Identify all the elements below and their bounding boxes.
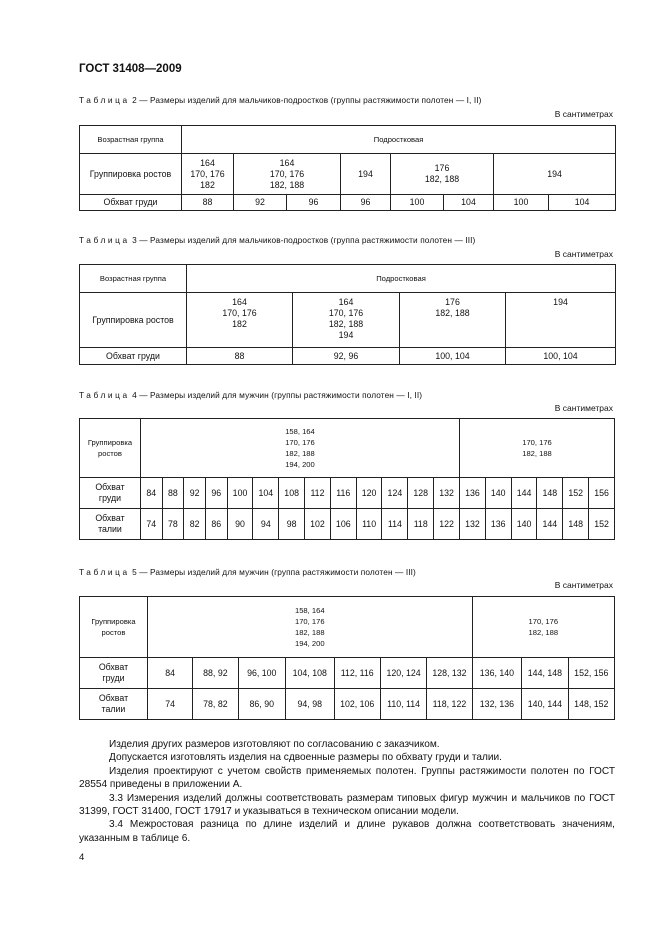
page-number: 4 xyxy=(79,852,85,863)
age-group-label: Возрастная группа xyxy=(80,126,182,154)
table5-caption xyxy=(79,567,416,577)
growth-cell: 194 xyxy=(341,154,391,195)
table-4 xyxy=(79,418,615,540)
growth-group-label: Группировка ростов xyxy=(80,293,187,348)
growth-cell: 194 xyxy=(494,154,616,195)
waist-cell: 94, 98 xyxy=(285,689,334,720)
paragraph: Допускается изготовлять изделия на сдвоенные размеры по обхвату груди и талии. xyxy=(109,752,502,764)
table-5 xyxy=(79,596,615,720)
chest-cell: 112 xyxy=(305,478,331,509)
chest-cell: 136 xyxy=(460,478,486,509)
chest-cell: 120 xyxy=(356,478,382,509)
waist-cell: 148 xyxy=(563,509,589,540)
waist-cell: 102, 106 xyxy=(334,689,380,720)
waist-cell: 106 xyxy=(330,509,356,540)
table2-caption-text: 2 — Размеры изделий для мальчиков-подростков (группы растяжимости полотен — I, II) xyxy=(132,95,482,105)
chest-cell: 100, 104 xyxy=(400,348,506,365)
waist-cell: 118 xyxy=(408,509,434,540)
chest-cell: 88, 92 xyxy=(193,658,238,689)
table3-caption xyxy=(79,235,475,245)
chest-label: Обхват груди xyxy=(80,658,148,689)
waist-cell: 148, 152 xyxy=(568,689,614,720)
waist-cell: 94 xyxy=(253,509,279,540)
waist-cell: 82 xyxy=(184,509,206,540)
table5-units: В сантиметрах xyxy=(554,580,613,590)
paragraph: Изделия проектируют с учетом свойств применяемых полотен. Группы растяжимости полотен по ГОСТ 28554 приведены в приложении А. xyxy=(79,765,615,791)
chest-cell: 104 xyxy=(253,478,279,509)
chest-cell: 92 xyxy=(234,195,287,211)
chest-cell: 120, 124 xyxy=(380,658,426,689)
waist-label: Обхват талии xyxy=(80,509,141,540)
table2-units: В сантиметрах xyxy=(554,109,613,119)
growth-cell: 164 170, 176 182, 188 194 xyxy=(293,293,400,348)
chest-cell: 152, 156 xyxy=(568,658,614,689)
chest-cell: 112, 116 xyxy=(334,658,380,689)
waist-cell: 136 xyxy=(485,509,511,540)
chest-cell: 100 xyxy=(391,195,444,211)
paragraph: 3.3 Измерения изделий должны соответствовать размерам типовых фигур мужчин и мальчиков по ГОСТ 31399, ГОСТ 31400, ГОСТ 17917 и указываться в техническом описании модели. xyxy=(79,792,615,818)
chest-cell: 104 xyxy=(444,195,494,211)
table4-caption xyxy=(79,390,422,400)
chest-label: Обхват груди xyxy=(80,195,182,211)
chest-cell: 88 xyxy=(187,348,293,365)
waist-cell: 74 xyxy=(140,509,162,540)
table4-caption-text: 4 — Размеры изделий для мужчин (группы растяжимости полотен — I, II) xyxy=(132,390,423,400)
age-group-value: Подростковая xyxy=(182,126,616,154)
table3-units: В сантиметрах xyxy=(554,249,613,259)
growth-group-label: Группировка ростов xyxy=(80,419,141,478)
growth-cell: 170, 176 182, 188 xyxy=(472,597,614,658)
chest-cell: 128 xyxy=(408,478,434,509)
table5-caption-text: 5 — Размеры изделий для мужчин (группа растяжимости полотен — III) xyxy=(132,567,416,577)
chest-cell: 124 xyxy=(382,478,408,509)
waist-cell: 110 xyxy=(356,509,382,540)
chest-cell: 116 xyxy=(330,478,356,509)
chest-cell: 96 xyxy=(341,195,391,211)
waist-cell: 86, 90 xyxy=(238,689,285,720)
table-2 xyxy=(79,125,616,211)
table2-caption xyxy=(79,95,482,105)
waist-cell: 74 xyxy=(147,689,192,720)
chest-cell: 84 xyxy=(140,478,162,509)
growth-cell: 158, 164 170, 176 182, 188 194, 200 xyxy=(140,419,459,478)
waist-cell: 144 xyxy=(537,509,563,540)
paragraph: 3.4 Межростовая разница по длине изделий и длине рукавов должна соответствовать значениям, указанным в таблице 6. xyxy=(79,819,615,844)
chest-cell: 96 xyxy=(205,478,227,509)
waist-cell: 140 xyxy=(511,509,537,540)
chest-cell: 140 xyxy=(485,478,511,509)
chest-cell: 152 xyxy=(563,478,589,509)
chest-label: Обхват груди xyxy=(80,478,141,509)
growth-cell: 164 170, 176 182, 188 xyxy=(234,154,341,195)
waist-cell: 132 xyxy=(460,509,486,540)
chest-cell: 88 xyxy=(162,478,184,509)
chest-cell: 104, 108 xyxy=(285,658,334,689)
growth-cell: 170, 176 182, 188 xyxy=(460,419,615,478)
waist-cell: 122 xyxy=(434,509,460,540)
waist-cell: 102 xyxy=(305,509,331,540)
chest-cell: 144 xyxy=(511,478,537,509)
body-text xyxy=(79,738,615,845)
waist-cell: 78, 82 xyxy=(193,689,238,720)
waist-cell: 118, 122 xyxy=(427,689,472,720)
chest-label: Обхват груди xyxy=(80,348,187,365)
chest-cell: 96, 100 xyxy=(238,658,285,689)
chest-cell: 128, 132 xyxy=(427,658,472,689)
chest-cell: 100 xyxy=(227,478,253,509)
growth-cell: 164 170, 176 182 xyxy=(182,154,234,195)
table5-caption-word: Таблица xyxy=(79,567,130,577)
age-group-label: Возрастная группа xyxy=(80,265,187,293)
growth-group-label: Группировка ростов xyxy=(80,597,148,658)
waist-cell: 110, 114 xyxy=(380,689,426,720)
growth-cell: 158, 164 170, 176 182, 188 194, 200 xyxy=(147,597,472,658)
waist-label: Обхват талии xyxy=(80,689,148,720)
chest-cell: 100, 104 xyxy=(506,348,616,365)
chest-cell: 136, 140 xyxy=(472,658,522,689)
paragraph: Изделия других размеров изготовляют по согласованию с заказчиком. xyxy=(109,739,440,750)
chest-cell: 88 xyxy=(182,195,234,211)
waist-cell: 98 xyxy=(279,509,305,540)
waist-cell: 86 xyxy=(205,509,227,540)
growth-cell: 194 xyxy=(506,293,616,348)
growth-cell: 176 182, 188 xyxy=(391,154,494,195)
table3-caption-text: 3 — Размеры изделий для мальчиков-подростков (группа растяжимости полотен — III) xyxy=(132,235,476,245)
chest-cell: 156 xyxy=(589,478,615,509)
growth-group-label: Группировка ростов xyxy=(80,154,182,195)
table4-caption-word: Таблица xyxy=(79,390,130,400)
waist-cell: 78 xyxy=(162,509,184,540)
chest-cell: 96 xyxy=(287,195,341,211)
document-title: ГОСТ 31408—2009 xyxy=(79,63,182,75)
waist-cell: 152 xyxy=(589,509,615,540)
chest-cell: 144, 148 xyxy=(522,658,568,689)
chest-cell: 148 xyxy=(537,478,563,509)
growth-cell: 164 170, 176 182 xyxy=(187,293,293,348)
waist-cell: 140, 144 xyxy=(522,689,568,720)
table-3 xyxy=(79,264,616,365)
chest-cell: 84 xyxy=(147,658,192,689)
chest-cell: 104 xyxy=(549,195,616,211)
growth-cell: 176 182, 188 xyxy=(400,293,506,348)
waist-cell: 90 xyxy=(227,509,253,540)
chest-cell: 92 xyxy=(184,478,206,509)
age-group-value: Подростковая xyxy=(187,265,616,293)
table2-caption-word: Таблица xyxy=(79,95,130,105)
waist-cell: 132, 136 xyxy=(472,689,522,720)
chest-cell: 92, 96 xyxy=(293,348,400,365)
chest-cell: 108 xyxy=(279,478,305,509)
chest-cell: 132 xyxy=(434,478,460,509)
table3-caption-word: Таблица xyxy=(79,235,130,245)
chest-cell: 100 xyxy=(494,195,549,211)
waist-cell: 114 xyxy=(382,509,408,540)
table4-units: В сантиметрах xyxy=(554,403,613,413)
